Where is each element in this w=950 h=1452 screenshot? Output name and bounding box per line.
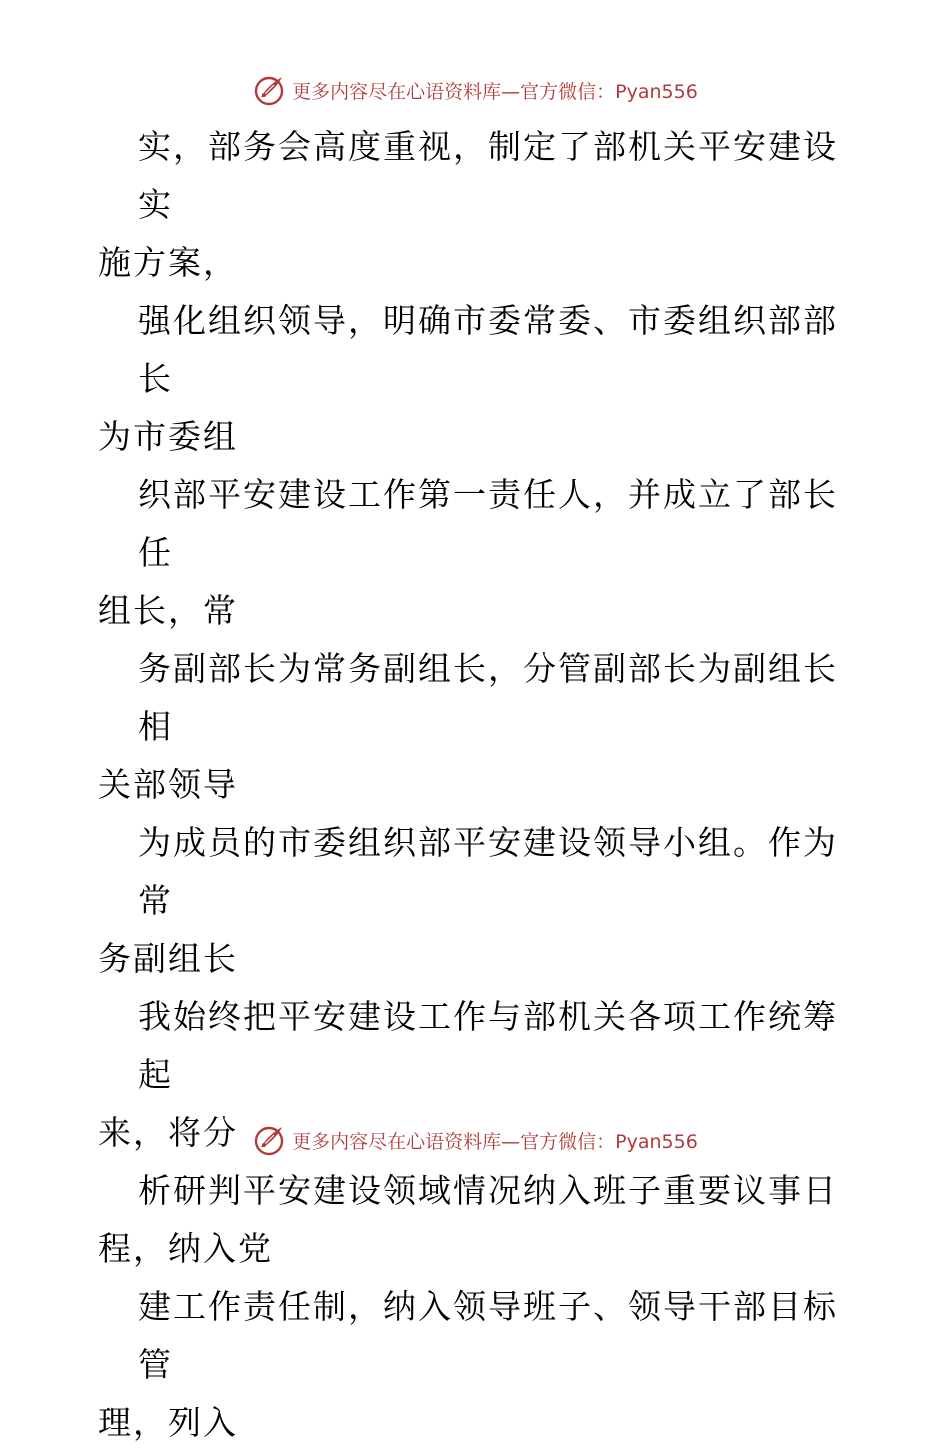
banner-wechat-text: 官方微信：Pyan556 [520, 80, 698, 103]
paragraph [98, 640, 858, 814]
paragraph-line: 析研判平安建设领域情况纳入班子重要议事日 [138, 1171, 838, 1210]
paragraph [98, 814, 858, 988]
paragraph-line: 组长，常 [98, 591, 238, 630]
paragraph-line: 关部领导 [98, 765, 238, 804]
paragraph [98, 292, 858, 466]
paragraph [98, 1162, 858, 1278]
paragraph-line: 为成员的市委组织部平安建设领导小组。作为常 [138, 823, 838, 920]
banner-wechat-text: 官方微信：Pyan556 [520, 1130, 698, 1153]
paragraph-line: 来，将分 [98, 1113, 238, 1152]
paragraph-line: 织部平安建设工作第一责任人，并成立了部长任 [138, 475, 838, 572]
paragraph-line: 理，列入 [98, 1403, 238, 1442]
banner-main-text: 更多内容尽在心语资料库 [292, 80, 502, 103]
paragraph [98, 1278, 858, 1452]
paragraph-line: 程，纳入党 [98, 1229, 273, 1268]
paragraph-line: 务副组长 [98, 939, 238, 978]
paragraph [98, 118, 858, 292]
banner-separator: — [501, 80, 521, 103]
paragraph-line: 实，部务会高度重视，制定了部机关平安建设实 [138, 127, 838, 224]
paragraph-line: 为市委组 [98, 417, 238, 456]
banner-text [292, 77, 698, 104]
paragraph-line: 务副部长为常务副组长，分管副部长为副组长相 [138, 649, 838, 746]
footer-banner [0, 1120, 950, 1160]
paragraph-line: 施方案， [98, 243, 238, 282]
paragraph-line: 强化组织领导，明确市委常委、市委组织部部长 [138, 301, 838, 398]
header-banner [0, 70, 950, 110]
banner-separator: — [501, 1130, 521, 1153]
feather-pen-logo-icon [252, 1123, 286, 1157]
paragraph [98, 466, 858, 640]
banner-main-text: 更多内容尽在心语资料库 [292, 1130, 502, 1153]
paragraph-line: 建工作责任制，纳入领导班子、领导干部目标管 [138, 1287, 838, 1384]
banner-text [292, 1127, 698, 1154]
feather-pen-logo-icon [252, 73, 286, 107]
document-body [98, 118, 858, 1452]
paragraph-line: 我始终把平安建设工作与部机关各项工作统筹起 [138, 997, 838, 1094]
